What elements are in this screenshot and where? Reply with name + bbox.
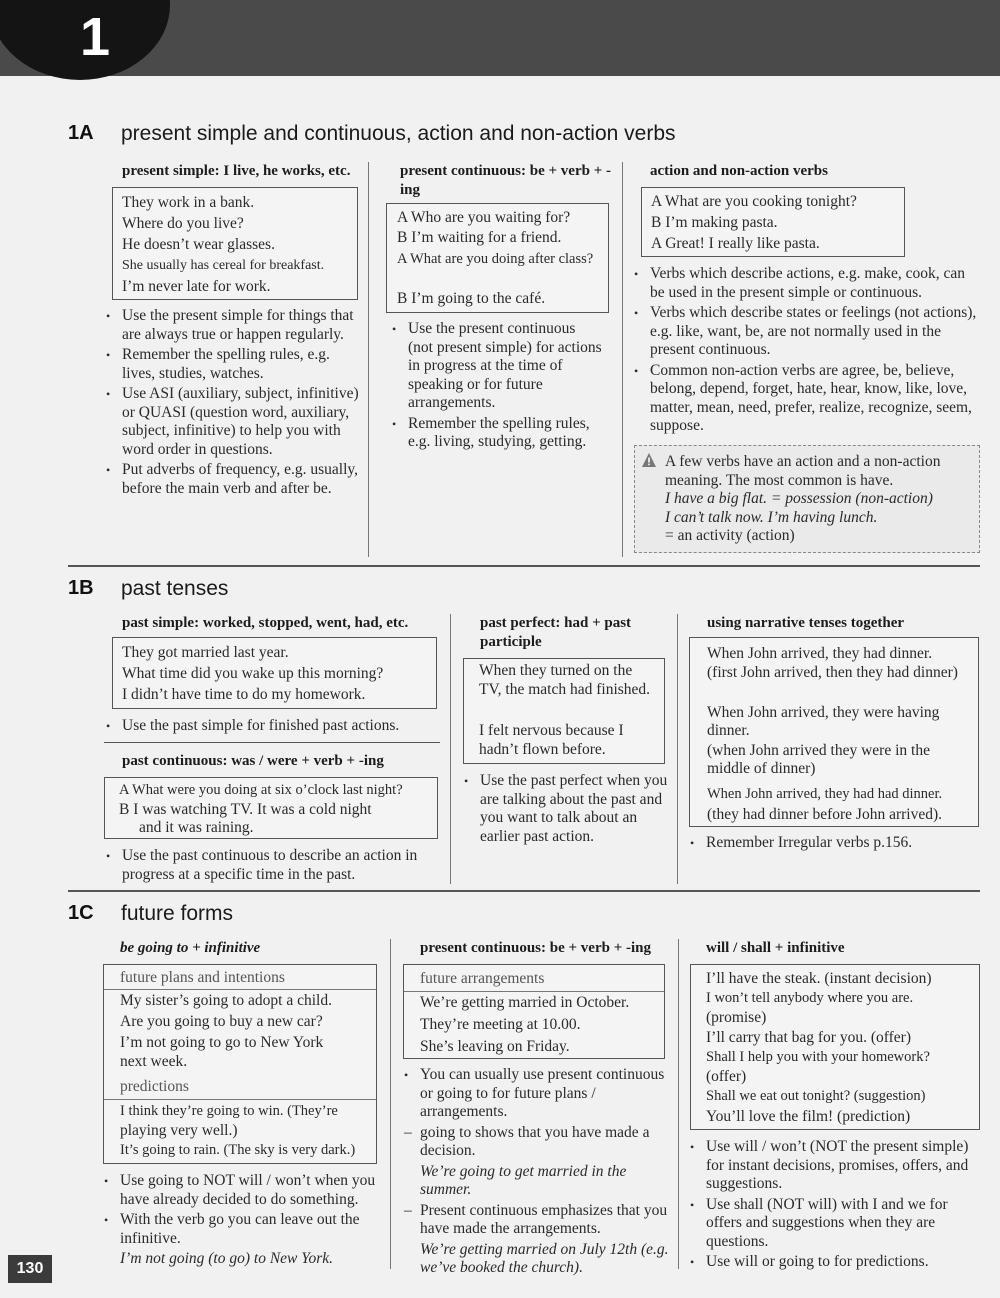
- notes-past-perfect: [462, 772, 670, 848]
- example-line: My sister’s going to adopt a child.: [120, 992, 332, 1009]
- example-box-action-non-action: [641, 187, 905, 257]
- example-subheading: future plans and intentions: [120, 969, 285, 986]
- section-title-1b: past tenses: [121, 577, 229, 600]
- note-item: • Use the past perfect when you are talking about the past and you want to talk about an earlier past action.: [462, 772, 670, 846]
- example-box-present-continuous-future: [403, 964, 665, 1059]
- col-head-present-simple: present simple: I live, he works, etc.: [122, 163, 351, 179]
- example-line: and it was raining.: [139, 819, 254, 836]
- notes-present-simple: [104, 307, 360, 500]
- example-line: A What were you doing at six o’clock last night?: [119, 782, 403, 798]
- warning-text: [665, 453, 975, 546]
- example-line: When they turned on the TV, the match had finished.: [479, 662, 651, 698]
- note-item: • Use will or going to for predictions.: [688, 1253, 980, 1272]
- example-subheading: predictions: [120, 1078, 189, 1095]
- column-divider: [390, 939, 391, 1269]
- note-item: • With the verb go you can leave out the infinitive.: [102, 1211, 384, 1248]
- example-box-going-to: [103, 964, 377, 1164]
- example-line: next week.: [120, 1053, 188, 1070]
- example-line: A Great! I really like pasta.: [651, 235, 820, 252]
- col-head-past-continuous: past continuous: was / were + verb + -ing: [122, 753, 384, 769]
- example-line: She usually has cereal for breakfast.: [122, 258, 325, 273]
- warning-line: A few verbs have an action and a non-action meaning. The most common is have.: [665, 453, 941, 489]
- example-line: When John arrived, they were having dinner.: [707, 704, 940, 739]
- col-head-present-continuous: present continuous: be + verb + -ing: [400, 163, 611, 198]
- example-line: (first John arrived, then they had dinner): [707, 664, 958, 681]
- warning-line: I can’t talk now. I’m having lunch.: [665, 508, 878, 526]
- col-head-past-perfect: past perfect: had + past participle: [480, 615, 632, 650]
- note-item: • Put adverbs of frequency, e.g. usually, before the main verb and after be.: [104, 461, 360, 498]
- note-item: • Use the present continuous (not present simple) for actions in progress at the time of speaking or for future arrangements.: [390, 320, 604, 413]
- example-line: I’ll have the steak. (instant decision): [706, 970, 932, 987]
- note-item: • Use the present simple for things that are always true or happen regularly.: [104, 307, 360, 344]
- note-item: • Remember the spelling rules, e.g. lives, studies, watches.: [104, 346, 360, 383]
- section-divider: [68, 565, 980, 567]
- example-line: He doesn’t wear glasses.: [122, 236, 275, 253]
- example-line: When John arrived, they had dinner.: [707, 645, 933, 662]
- example-line: I didn’t have time to do my homework.: [122, 686, 366, 703]
- note-item: We’re getting married on July 12th (e.g. we’ve booked the church).: [420, 1240, 669, 1276]
- example-line: (promise): [706, 1009, 767, 1026]
- example-box-past-continuous: [104, 777, 438, 839]
- warning-icon: [641, 452, 657, 468]
- example-box-will-shall: [690, 964, 980, 1130]
- example-line: Shall we eat out tonight? (suggestion): [706, 1088, 926, 1104]
- notes-will-shall: [688, 1138, 980, 1274]
- example-line: Shall I help you with your homework?: [706, 1049, 930, 1065]
- sub-divider: [104, 742, 440, 743]
- example-line: B I’m making pasta.: [651, 214, 778, 231]
- example-line: When John arrived, they had had dinner.: [707, 786, 943, 802]
- example-line: A What are you doing after class?: [397, 251, 594, 267]
- section-divider: [68, 890, 980, 892]
- example-line: (they had dinner before John arrived).: [707, 806, 942, 823]
- col-head-present-continuous-future: present continuous: be + verb + -ing: [420, 940, 651, 956]
- warning-line: = an activity (action): [665, 527, 795, 544]
- notes-past-continuous: [104, 847, 440, 886]
- section-title-1c: future forms: [121, 902, 234, 925]
- note-item: – Present continuous emphasizes that you have made the arrangements.: [402, 1202, 672, 1239]
- example-line: What time did you wake up this morning?: [122, 665, 384, 682]
- col-head-narrative-tenses: using narrative tenses together: [707, 615, 905, 631]
- example-line: I’m never late for work.: [122, 278, 271, 295]
- col-head-past-simple: past simple: worked, stopped, went, had, etc.: [122, 615, 409, 631]
- example-line: We’re getting married in October.: [420, 994, 630, 1011]
- example-line: She’s leaving on Friday.: [420, 1038, 570, 1055]
- example-line: playing very well.): [120, 1122, 238, 1139]
- example-line: Are you going to buy a new car?: [120, 1013, 323, 1030]
- col-head-will-shall: will / shall + infinitive: [706, 940, 845, 956]
- note-item: I’m not going (to go) to New York.: [120, 1250, 333, 1267]
- example-line: A What are you cooking tonight?: [651, 193, 857, 210]
- section-code-1b: 1B: [68, 577, 94, 599]
- notes-going-to: [102, 1172, 384, 1271]
- example-line: B I’m going to the café.: [397, 290, 546, 307]
- note-item: • Use will / won’t (NOT the present simple) for instant decisions, promises, offers, and suggestions.: [688, 1138, 980, 1194]
- notes-past-simple: [104, 717, 444, 738]
- example-box-past-simple: [112, 637, 437, 709]
- page-number: 130: [16, 1260, 44, 1277]
- example-subheading: future arrangements: [420, 970, 545, 987]
- column-divider: [622, 162, 623, 557]
- example-line: A Who are you waiting for?: [397, 209, 571, 226]
- note-item: • Use the past continuous to describe an action in progress at a specific time in the past.: [104, 847, 440, 884]
- section-title-1a: present simple and continuous, action and non-action verbs: [121, 122, 676, 145]
- example-line: B I was watching TV. It was a cold night: [119, 801, 372, 818]
- example-box-past-perfect: [463, 658, 665, 764]
- warning-box-have: [634, 445, 980, 553]
- example-line: They’re meeting at 10.00.: [420, 1016, 581, 1033]
- note-item: • Verbs which describe states or feelings (not actions), e.g. like, want, be, are not normally used in the present continuous.: [632, 304, 977, 360]
- example-line: They got married last year.: [122, 644, 289, 661]
- notes-present-continuous: [390, 320, 604, 454]
- notes-narrative-tenses: [688, 834, 978, 855]
- example-line: I felt nervous because I hadn’t flown before.: [479, 722, 624, 758]
- example-box-present-simple: [112, 187, 358, 300]
- column-divider: [678, 939, 679, 1269]
- note-item: • Use the past simple for finished past actions.: [104, 717, 444, 736]
- example-line: B I’m waiting for a friend.: [397, 229, 562, 246]
- example-line: (when John arrived they were in the middle of dinner): [707, 742, 930, 777]
- example-line: (offer): [706, 1068, 747, 1085]
- note-item: • You can usually use present continuous or going to for future plans / arrangements.: [402, 1066, 672, 1122]
- column-divider: [450, 614, 451, 884]
- example-line: Where do you live?: [122, 215, 244, 232]
- col-head-action-non-action: action and non-action verbs: [650, 163, 828, 179]
- note-item: • Verbs which describe actions, e.g. make, cook, can be used in the present simple or continuous.: [632, 265, 977, 302]
- example-box-present-continuous: [386, 203, 609, 313]
- note-item: • Use ASI (auxiliary, subject, infinitive) or QUASI (question word, auxiliary, subject, infinitive) to help you with word order in questions.: [104, 385, 360, 459]
- note-item: – going to shows that you have made a decision.: [402, 1124, 672, 1161]
- example-line: I won’t tell anybody where you are.: [706, 990, 914, 1006]
- column-divider: [368, 162, 369, 557]
- section-code-1a: 1A: [68, 122, 94, 144]
- note-item: • Remember Irregular verbs p.156.: [688, 834, 978, 853]
- col-head-going-to: be going to + infinitive: [120, 940, 261, 956]
- example-line: I’ll carry that bag for you. (offer): [706, 1029, 911, 1046]
- sub-divider: [104, 1099, 376, 1100]
- example-line: It’s going to rain. (The sky is very dark.): [120, 1142, 356, 1158]
- example-line: I’m not going to go to New York: [120, 1034, 324, 1051]
- example-line: They work in a bank.: [122, 194, 255, 211]
- notes-action-non-action: [632, 265, 977, 438]
- example-box-narrative-tenses: [689, 637, 979, 827]
- example-line: I think they’re going to win. (They’re: [120, 1103, 338, 1119]
- note-item: • Use shall (NOT will) with I and we for offers and suggestions when they are questions.: [688, 1196, 980, 1252]
- note-item: • Use going to NOT will / won’t when you have already decided to do something.: [102, 1172, 384, 1209]
- unit-number: 1: [80, 7, 111, 67]
- notes-present-continuous-future: [402, 1066, 672, 1280]
- column-divider: [677, 614, 678, 884]
- example-line: You’ll love the film! (prediction): [706, 1108, 911, 1125]
- section-code-1c: 1C: [68, 902, 94, 924]
- note-item: • Remember the spelling rules, e.g. living, studying, getting.: [390, 415, 604, 452]
- note-item: • Common non-action verbs are agree, be, believe, belong, depend, forget, hate, hear, know, like, love, matter, mean, need, prefer, realize, recognize, seem, suppose.: [632, 362, 977, 436]
- warning-line: I have a big flat. = possession (non-action): [665, 490, 933, 507]
- note-item: We’re going to get married in the summer.: [420, 1162, 627, 1198]
